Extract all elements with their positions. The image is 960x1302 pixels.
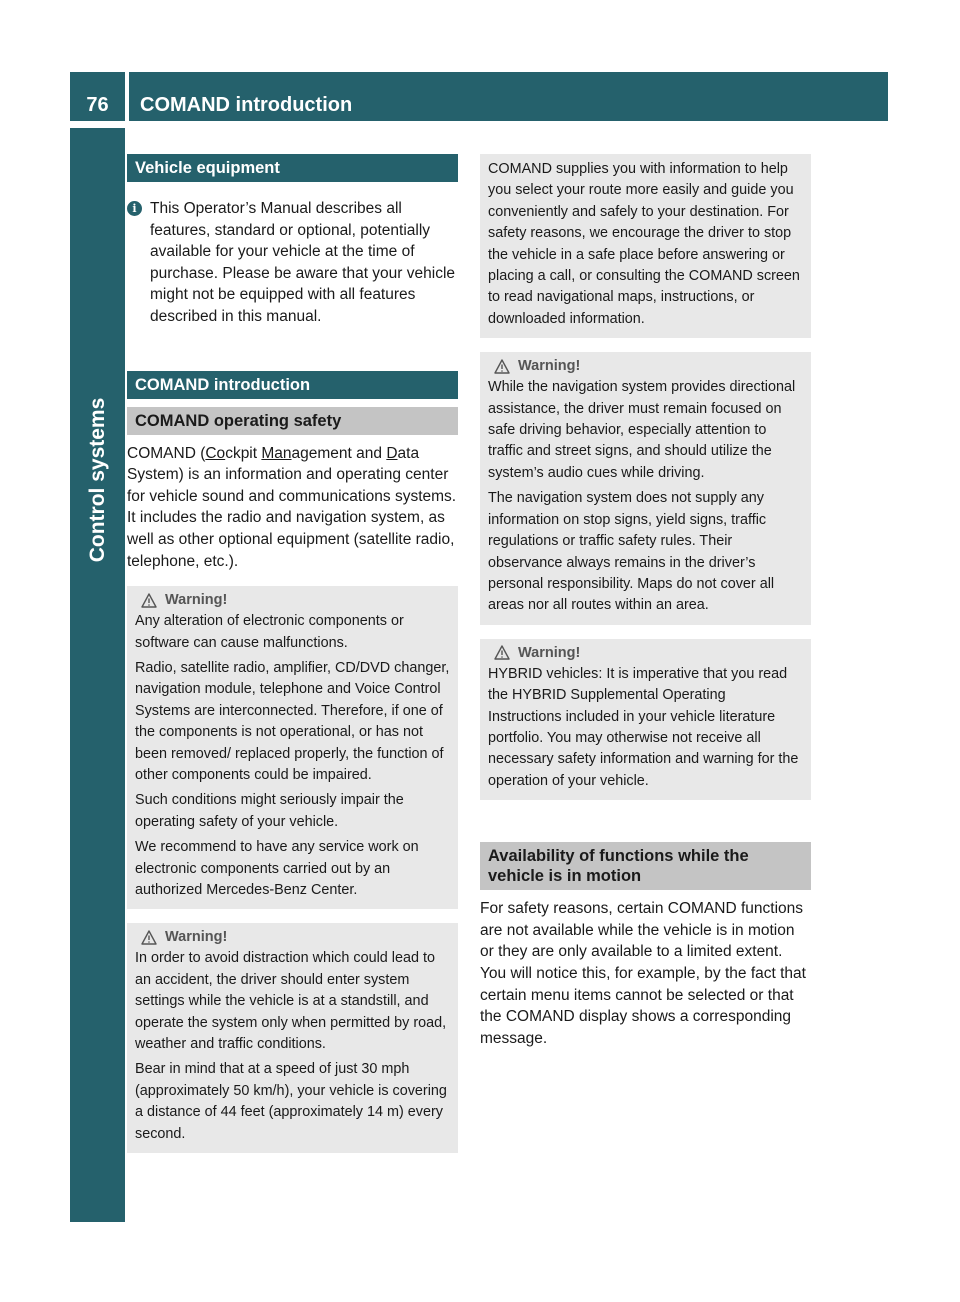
availability-text: For safety reasons, certain COMAND functions are not available while the vehicle is in motion or they are only available to a limited extent. You will notice this, for example, by the fact that certain menu items cannot be selected or that the COMAND display shows a corresponding message.	[480, 900, 806, 1047]
side-tab-label: Control systems	[86, 397, 109, 563]
warning-paragraph: Bear in mind that at a speed of just 30 mph (approximately 50 km/h), your vehicle is covering a distance of 44 feet (approximately 14 m) every second.	[135, 1061, 447, 1142]
warning-paragraph: Radio, satellite radio, amplifier, CD/DVD changer, navigation module, telephone and Voice Control Systems are interconnected. Therefore, if one of the components is not operational, or has not been removed/ replaced properly, the function of other components could be impaired.	[135, 659, 450, 783]
warning-icon	[494, 359, 510, 374]
info-note	[127, 198, 458, 328]
warning-paragraph: Any alteration of electronic components or software can cause malfunctions.	[135, 613, 404, 651]
warning-icon	[141, 930, 157, 945]
warning-paragraph: In order to avoid distraction which could lead to an accident, the driver should enter system settings while the vehicle is at a standstill, and operate the system only when permitted by road, weather and traffic conditions.	[135, 950, 447, 1053]
warning-paragraph: Such conditions might seriously impair the operating safety of your vehicle.	[135, 792, 404, 830]
info-box	[480, 154, 811, 338]
warning-box	[127, 586, 458, 909]
side-tab	[70, 128, 125, 1222]
right-column	[480, 154, 811, 1049]
warning-title: Warning!	[141, 592, 450, 608]
warning-icon	[494, 645, 510, 660]
warning-icon	[141, 593, 157, 608]
page-title: COMAND introduction	[129, 72, 888, 121]
warning-paragraph: The navigation system does not supply any information on stop signs, yield signs, traffic regulations or traffic safety rules. Their observance always remains in the driver’s personal responsibility. Maps do not cover all areas nor all routes within an area.	[488, 490, 775, 614]
warning-paragraph: While the navigation system provides directional assistance, the driver must remain focused on safe driving behavior, especially attention to traffic and street signs, and should utilize the system’s audio cues while driving.	[488, 379, 796, 481]
info-box-text: COMAND supplies you with information to help you select your route more easily and guide you conveniently and safely to your destination. For safety reasons, we encourage the driver to stop the vehicle in a safe place before answering or placing a call, or consulting the COMAND screen to read navigational maps, instructions, or downloaded information.	[488, 161, 800, 327]
warning-box	[480, 352, 811, 624]
warning-title: Warning!	[141, 929, 450, 945]
operating-safety-heading: COMAND operating safety	[127, 407, 458, 435]
page-number: 76	[70, 72, 125, 121]
info-icon: i	[127, 201, 142, 216]
warning-box	[480, 639, 811, 800]
operating-safety-text: COMAND (Cockpit Management and Data System) is an information and operating center for vehicle sound and communications systems. It includes the radio and navigation system, as well as other optional equipment (satellite radio, telephone, etc.).	[127, 444, 457, 570]
warning-paragraph: HYBRID vehicles: It is imperative that you read the HYBRID Supplemental Operating Instructions included in your vehicle literature portfolio. You may otherwise not receive all necessary safety information and warning for the operation of your vehicle.	[488, 665, 799, 789]
comand-introduction-heading: COMAND introduction	[127, 371, 458, 399]
warning-paragraph: We recommend to have any service work on electronic components carried out by an authorized Mercedes-Benz Center.	[135, 839, 419, 898]
left-column	[127, 154, 458, 1153]
warning-title: Warning!	[494, 645, 803, 661]
warning-title: Warning!	[494, 358, 803, 374]
warning-box	[127, 923, 458, 1153]
info-note-text: This Operator’s Manual describes all features, standard or optional, potentially available for your vehicle at the time of purchase. Please be aware that your vehicle might not be equipped with all features described in this manual.	[150, 200, 456, 325]
availability-heading: Availability of functions while the vehicle is in motion	[480, 842, 811, 890]
vehicle-equipment-heading: Vehicle equipment	[127, 154, 458, 182]
